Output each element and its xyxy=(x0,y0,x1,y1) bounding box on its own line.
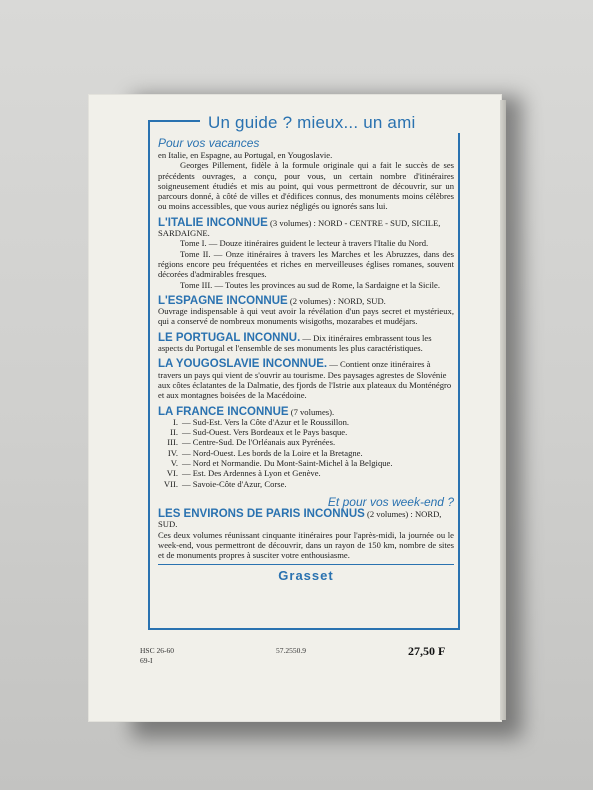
italie-title: L'ITALIE INCONNUE xyxy=(158,216,268,229)
book-page-edge xyxy=(500,100,506,720)
espagne-section xyxy=(158,296,454,327)
france-volume-list xyxy=(158,417,454,489)
list-item: VII. — Savoie-Côte d'Azur, Corse. xyxy=(163,478,287,489)
cover-title: Un guide ? mieux... un ami xyxy=(208,113,416,132)
list-item: V. — Nord et Normandie. Du Mont-Saint-Michel à la Belgique. xyxy=(170,458,393,469)
footer-code-hsc: HSC 26-60 xyxy=(140,646,174,655)
weekend-text: Ces deux volumes réunissant cinquante itinéraires pour l'après-midi, la journée ou le week-end, vous permettront de découvrir, dans un rayon de 150 km, nombre de sites et de monuments propres à susciter votre enthousiasme. xyxy=(158,529,454,561)
yougoslavie-title: LA YOUGOSLAVIE INCONNUE. xyxy=(158,358,328,371)
espagne-title: L'ESPAGNE INCONNUE xyxy=(158,294,288,307)
portugal-title: LE PORTUGAL INCONNU. xyxy=(158,331,301,344)
portugal-text: — Dix itinéraires embrassent tous les aspects du Portugal et l'ensemble de ses monuments les plus caractéristiques. xyxy=(158,332,432,354)
publisher-divider xyxy=(158,564,454,565)
weekend-section xyxy=(158,495,454,560)
italie-section xyxy=(158,218,454,290)
portugal-section xyxy=(158,333,454,354)
weekend-note: (2 volumes) : NORD, SUD. xyxy=(158,508,442,530)
list-item: IV. — Nord-Ouest. Les bords de la Loire et la Bretagne. xyxy=(167,447,363,458)
france-note: (7 volumes). xyxy=(290,406,335,417)
list-item: III. — Centre-Sud. De l'Orléanais aux Pyrénées. xyxy=(167,437,336,448)
list-item: II. — Sud-Ouest. Vers Bordeaux et le Pays basque. xyxy=(170,427,348,438)
france-section xyxy=(158,407,454,489)
espagne-note: (2 volumes) : NORD, SUD. xyxy=(289,295,386,306)
list-item: I. — Sud-Est. Vers la Côte d'Azur et le Roussillon. xyxy=(172,416,350,427)
list-item: VI. — Est. Des Ardennes à Lyon et Genève. xyxy=(166,468,321,479)
vacances-intro: Georges Pillement, fidèle à la formule originale qui a fait le succès de ses précédents ouvrages, a conçu, pour vous, un certain nombre d'itinéraires soigneusement étudiés et mis au point, qui vous permettront de découvrir, sur un parcours donné, à côté de villes et d'édifices connus, des monuments moins célèbres ou moins accessibles, que vous auriez négligés ou ignorés sans lui. xyxy=(158,160,454,212)
italie-tome2: Tome II. — Onze itinéraires à travers les Marches et les Abruzzes, dans des régions encore peu fréquentées et riches en merveilleuses églises romanes, souvent décorées d'admirables fresques. xyxy=(158,248,454,280)
italie-tome1: Tome I. — Douze itinéraires guident le lecteur à travers l'Italie du Nord. xyxy=(180,238,429,249)
italie-note: (3 volumes) : NORD - CENTRE - SUD, SICILE, SARDAIGNE. xyxy=(158,217,441,239)
price-label: 27,50 F xyxy=(408,644,446,658)
france-title: LA FRANCE INCONNUE xyxy=(158,405,289,418)
cover-content xyxy=(158,136,454,582)
footer-code-69: 69-I xyxy=(140,656,153,665)
yougoslavie-text: — Contient onze itinéraires à travers un pays qui vient de s'ouvrir au tourisme. Des paysages agrestes de Slovénie aux côtes éclatantes de la Dalmatie, des fjords de l'Istrie aux plateaux du Monténégro et aux montagnes boisées de la Macédoine. xyxy=(158,359,452,401)
yougoslavie-section xyxy=(158,359,454,400)
publisher-name: Grasset xyxy=(278,568,334,584)
italie-tome3: Tome III. — Toutes les provinces au sud de Rome, la Sardaigne et la Sicile. xyxy=(180,279,440,290)
vacances-countries: en Italie, en Espagne, au Portugal, en Yougoslavie. xyxy=(158,150,333,160)
weekend-title: LES ENVIRONS DE PARIS INCONNUS xyxy=(158,507,365,520)
weekend-heading: Et pour vos week-end ? xyxy=(327,494,454,509)
footer-code-57: 57.2550.9 xyxy=(276,646,306,655)
espagne-text: Ouvrage indispensable à qui veut avoir la révélation d'un pays secret et mystérieux, qui a conservé de nombreux monuments wisigoths, mozarabes et mudéjars. xyxy=(158,306,454,327)
vacances-heading: Pour vos vacances xyxy=(158,136,260,150)
